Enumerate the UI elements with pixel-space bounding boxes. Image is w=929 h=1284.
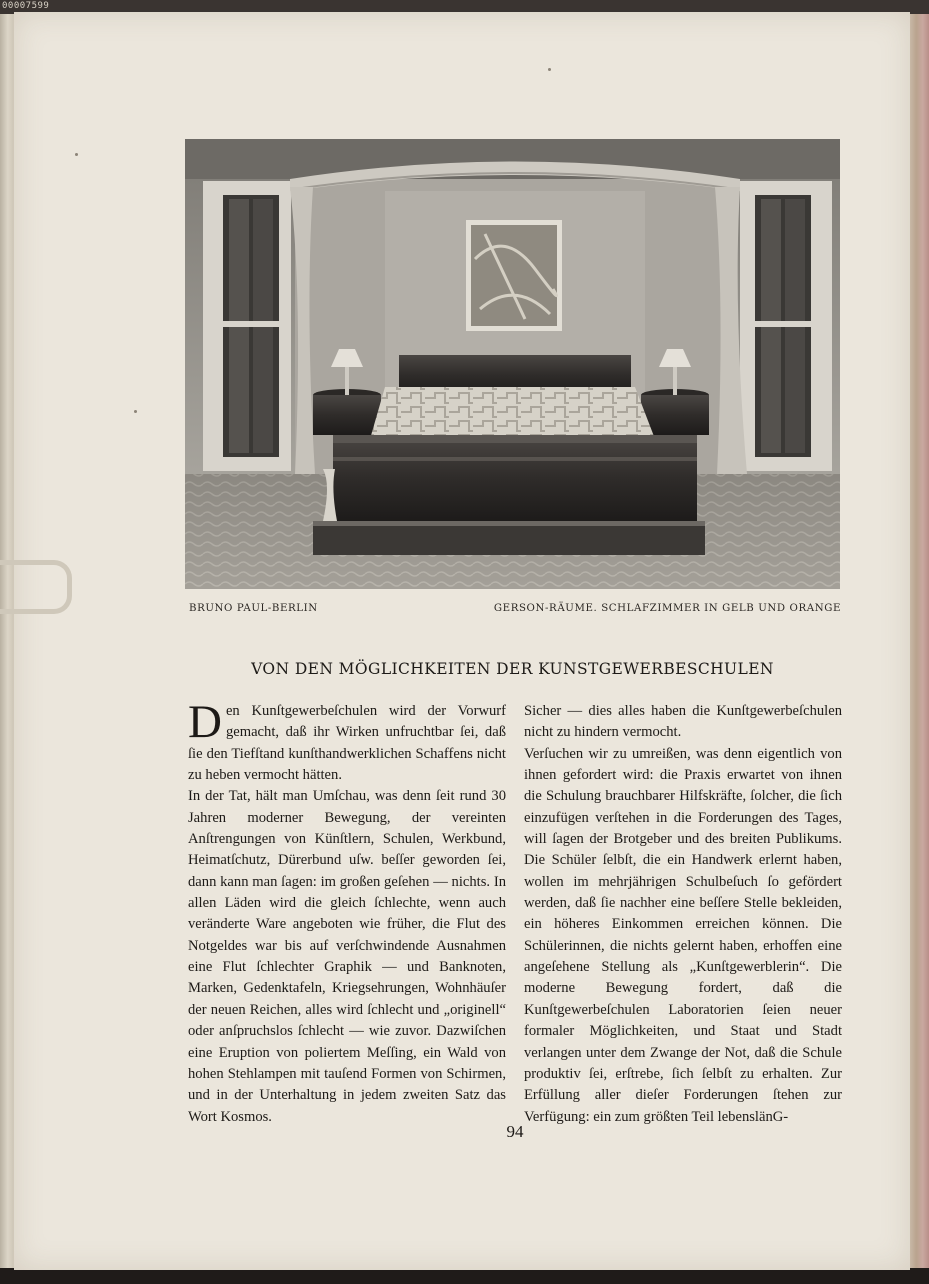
bedroom-photo-illustration: [185, 139, 840, 589]
bedroom-photograph: [185, 139, 840, 589]
paper-speck: [75, 153, 78, 156]
paragraph: In der Tat, hält man Umſchau, was denn ſeit rund 30 Jahren moderner Bewegung, der vereinten Anſtrengungen von Künſtlern, Schulen, Werkbund, Heimatſchutz, Dürerbund uſw. beſſer geworden ſei, dann kann man ſagen: im großen geſehen — nichts. In allen Läden wird die gleich ſchlechte, wenn auch veränderte Ware angeboten wie früher, die Flut des Notgeldes war bis auf verſchwindende Ausnahmen eine Flut ſchlechter Graphik — und Banknoten, Marken, Gedenktafeln, Kriegsehrungen, Wohnhäuſer der neuen Reichen, alles wird ſchlecht und „originell“ oder anſpruchslos ſchlecht — wie zuvor. Dazwiſchen eine Eruption von poliertem Meſſing, ein Wald von hohen Stehlampen mit tauſend Formen von Schirmen, und in der Unterhaltung in jedem zweiten Satz das Wort Kosmos.: [188, 788, 506, 1125]
page-clip: [0, 560, 72, 614]
page-number: 94: [506, 1122, 524, 1141]
photo-credit: BRUNO PAUL-BERLIN: [189, 603, 318, 614]
drop-cap: D: [188, 696, 222, 748]
text-column-left: [188, 696, 506, 1128]
paper-speck: [548, 68, 551, 71]
book-page-edge: [908, 14, 929, 1272]
paragraph: Verſuchen wir zu umreißen, was denn eigentlich von ihnen gefordert wird: die Praxis erwartet von ihnen die Schulung brauchbarer Hilfskräfte, ſolcher, die ſich einzufügen verſtehen in die Forderungen des Tages, will ſagen der Brotgeber und des breiten Publikums. Die Schüler ſelbſt, die ein Handwerk erlernt haben, wollen im mehrjährigen Schulbeſuch ſo gefördert werden, daß ſie nachher eine beſſere Stelle bekleiden, ein höheres Einkommen erreichen können. Die Schülerinnen, die nichts gelernt haben, erhoffen eine angeſehene Stellung als „Kunſtgewerblerin“. Die moderne Bewegung fordert, daß die Kunſtgewerbeſchulen Laboratorien ſeien neuer formaler Möglichkeiten, und Staat und Stadt verlangen unter dem Zwange der Not, daß die Schule produktiv ſei, erſtrebe, ſich ſelbſt zu erhalten. Zur Erfüllung aller dieſer Forderungen ſtehen zur Verfügung: ein zum größten Teil lebenslänG-: [524, 745, 842, 1125]
scan-bottom-strip: [0, 1268, 929, 1284]
photo-caption: GERSON-RÄUME. SCHLAFZIMMER IN GELB UND ORANGE: [493, 603, 841, 614]
paragraph: en Kunſtgewerbeſchulen wird der Vorwurf gemacht, daß ihr Wirken unfruchtbar ſei, daß ſie den Tiefſtand kunſthandwerklichen Schaffens nicht zu heben vermocht hätten.: [188, 703, 506, 784]
article-heading: VON DEN MÖGLICHKEITEN DER KUNSTGEWERBESCHULEN: [251, 660, 774, 678]
text-column-right: [524, 701, 842, 1128]
paragraph: Sicher — dies alles haben die Kunſtgewerbeſchulen nicht zu hindern vermocht.: [524, 703, 842, 741]
scan-id: 00007599: [2, 1, 50, 11]
paper-speck: [134, 410, 137, 413]
